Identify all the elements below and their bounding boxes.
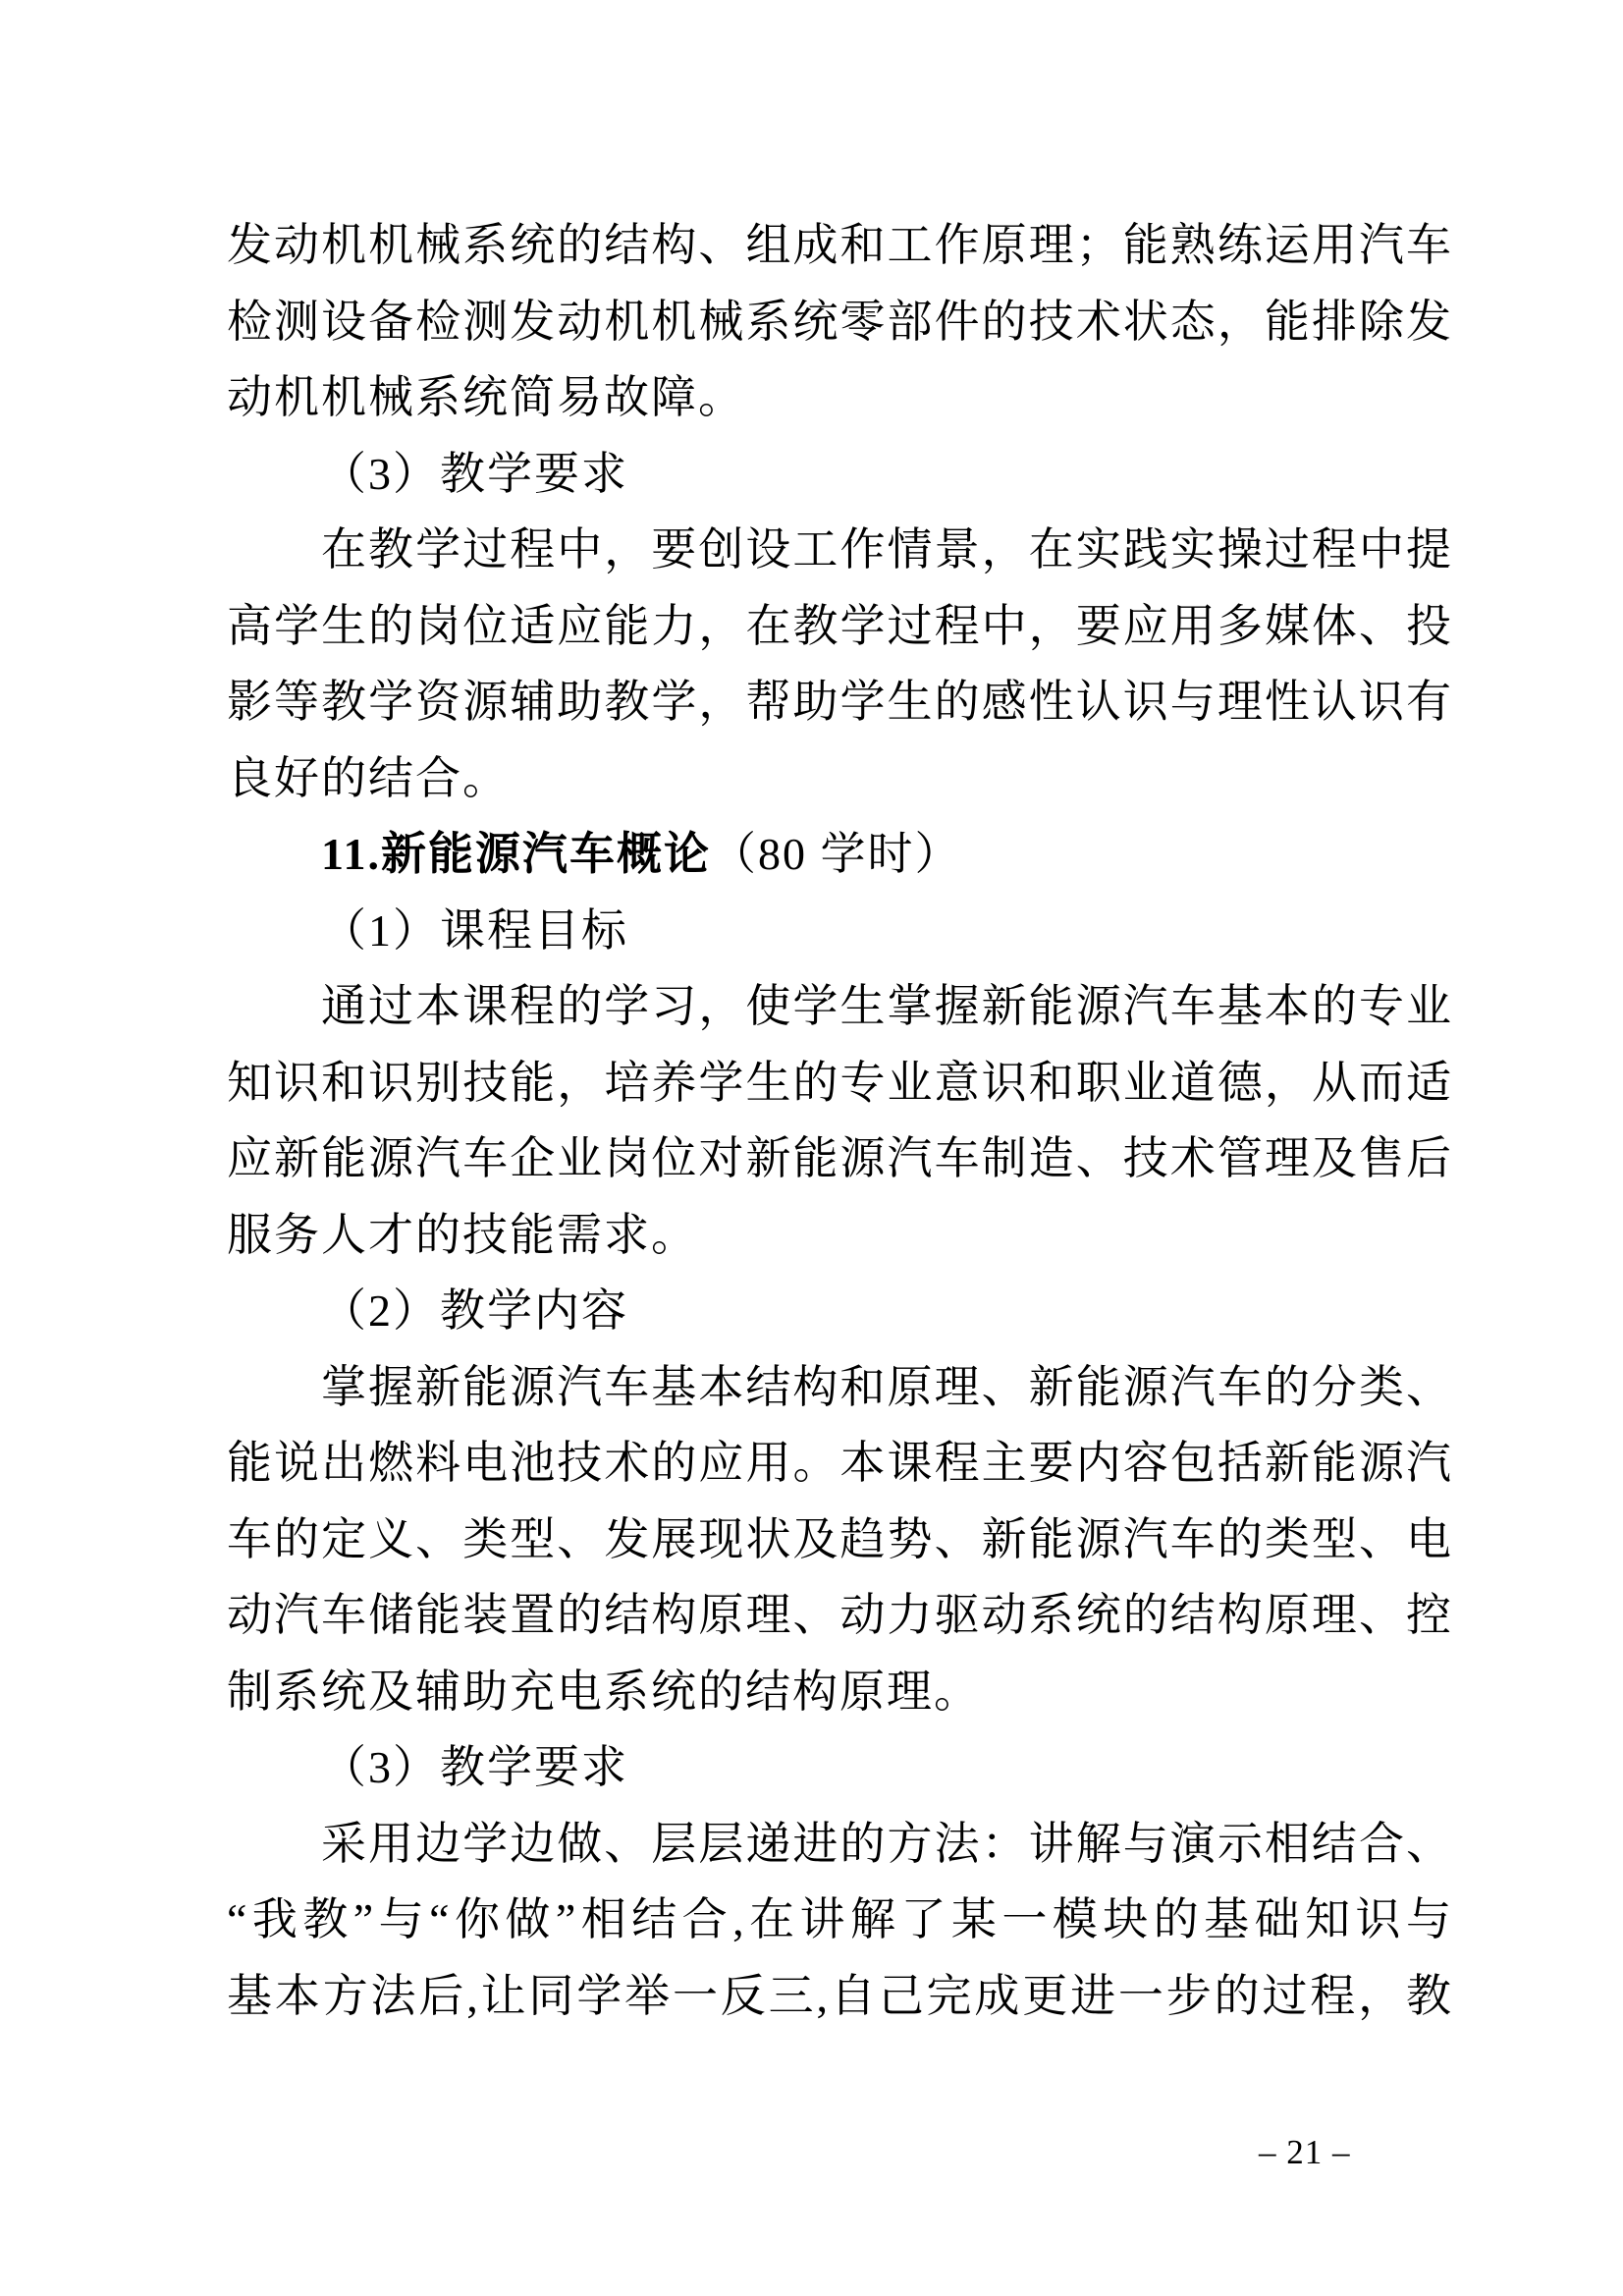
paragraph-line: 基本方法后,让同学举一反三,自己完成更进一步的过程，教: [227, 1970, 1451, 2021]
paragraph-line: “我教”与“你做”相结合,在讲解了某一模块的基础知识与: [227, 1894, 1451, 1944]
paragraph-line: 服务人才的技能需求。: [227, 1209, 698, 1260]
paragraph-line: 影等教学资源辅助教学，帮助学生的感性认识与理性认识有: [227, 677, 1451, 727]
paragraph-line: 掌握新能源汽车基本结构和原理、新能源汽车的分类、: [321, 1361, 1451, 1412]
paragraph-line: 检测设备检测发动机机械系统零部件的技术状态，能排除发: [227, 296, 1451, 347]
paragraph-line: 制系统及辅助充电系统的结构原理。: [227, 1666, 981, 1717]
paragraph-line: 采用边学边做、层层递进的方法：讲解与演示相结合、: [321, 1818, 1451, 1869]
paragraph-line: 动汽车储能装置的结构原理、动力驱动系统的结构原理、控: [227, 1590, 1451, 1640]
paragraph-line: 车的定义、类型、发展现状及趋势、新能源汽车的类型、电: [227, 1513, 1451, 1564]
section-label-line: （1）课程目标: [321, 904, 628, 956]
section-label-line: （2）教学内容: [321, 1285, 628, 1336]
section-label-line: （3）教学要求: [321, 448, 628, 499]
paragraph-line: 应新能源汽车企业岗位对新能源汽车制造、技术管理及售后: [227, 1133, 1451, 1183]
paragraph-line: 知识和识别技能，培养学生的专业意识和职业道德，从而适: [227, 1057, 1451, 1108]
paragraph-line: 良好的结合。: [227, 752, 510, 803]
paragraph-line: 动机机械系统简易故障。: [227, 372, 745, 422]
paragraph-line: 高学生的岗位适应能力，在教学过程中，要应用多媒体、投: [227, 600, 1451, 651]
course-heading: [227, 816, 1451, 893]
paragraph-line: 在教学过程中，要创设工作情景，在实践实操过程中提: [321, 524, 1451, 574]
paragraph-line: 通过本课程的学习，使学生掌握新能源汽车基本的专业: [321, 981, 1451, 1031]
section-label-line: （3）教学要求: [321, 1742, 628, 1792]
course-heading-hours: （80 学时）: [710, 829, 962, 879]
paragraph-line: 能说出燃料电池技术的应用。本课程主要内容包括新能源汽: [227, 1438, 1451, 1488]
course-heading-title: 11.新能源汽车概论: [321, 829, 711, 879]
page-number: – 21 –: [1259, 2133, 1351, 2171]
paragraph-line: 发动机机械系统的结构、组成和工作原理；能熟练运用汽车: [227, 220, 1451, 270]
text-block: [227, 207, 1451, 2034]
